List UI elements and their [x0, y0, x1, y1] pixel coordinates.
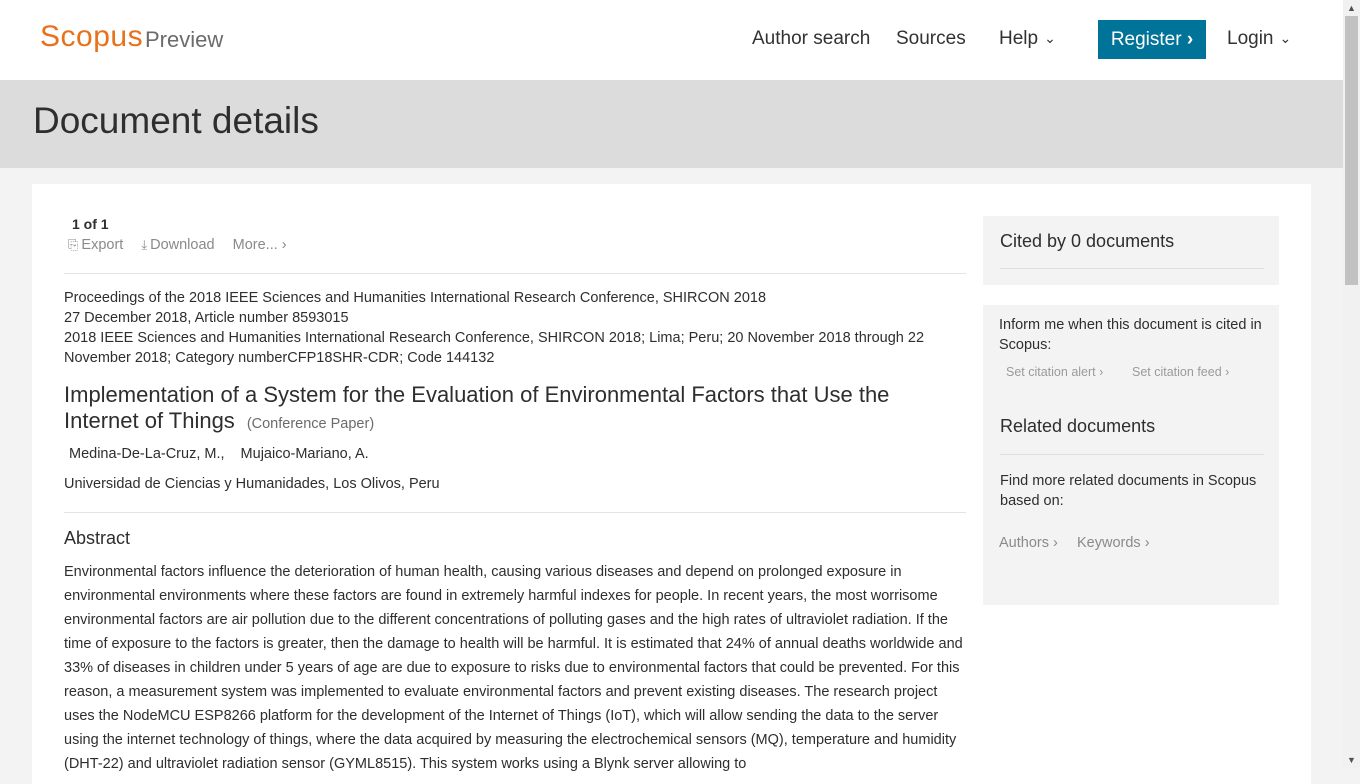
- source-date: 27 December 2018, Article number 8593015: [64, 310, 349, 326]
- related-text: Find more related documents in Scopus based on:: [1000, 473, 1257, 509]
- document-type: (Conference Paper): [246, 416, 375, 432]
- set-citation-alert-link[interactable]: [1006, 365, 1103, 379]
- divider: [64, 273, 966, 274]
- download-label: Download: [150, 237, 215, 253]
- author-link[interactable]: Mujaico-Mariano, A.: [240, 446, 369, 462]
- preview-label: Preview: [145, 27, 224, 52]
- related-panel: [983, 305, 1279, 605]
- download-icon: ⤓: [141, 237, 148, 252]
- document-title: [64, 382, 944, 437]
- document-toolbar: [68, 237, 301, 253]
- chevron-right-icon: ›: [1099, 365, 1104, 379]
- nav-help[interactable]: [999, 28, 1056, 50]
- source-info: [64, 288, 944, 368]
- abstract-text: Environmental factors influence the deterioration of human health, causing various diseases and depend on prolonged exposure in environmental environments where these factors are found in extremely harmful indexes for people. In recent years, the most worrisome environmental factors are air pollution due to the different concentrations of polluting gases and the high rates of ultraviolet radiation. If the time of exposure to the factors is greater, then the damage to health will be harmful. It is estimated that 24% of annual deaths worldwide and 33% of diseases in children under 5 years of age are due to exposure to risks due to environmental factors that could be prevented. For this reason, a measurement system was implemented to evaluate environmental factors and prevent existing diseases. The research project uses the NodeMCU ESP8266 platform for the development of the Internet of Things (IoT), which will allow sending the data to the server using the internet technology of things, where the data acquired by measuring the electrochemical sensors (MQ), temperature and humidity (DHT-22) and ultraviolet radiation sensor (GYML8515). This system works using a Blynk server allowing to: [64, 564, 963, 772]
- export-icon: ⎘: [68, 237, 79, 252]
- related-keywords-link[interactable]: [1077, 535, 1150, 551]
- title-band: [0, 80, 1343, 168]
- divider: [1000, 268, 1264, 269]
- divider: [64, 512, 966, 513]
- chevron-right-icon: ›: [281, 237, 287, 253]
- abstract-heading: Abstract: [64, 528, 131, 548]
- scrollbar-thumb[interactable]: [1345, 16, 1358, 285]
- more-button[interactable]: [233, 237, 287, 253]
- set-citation-feed-label: Set citation feed: [1132, 365, 1222, 379]
- nav-author-search[interactable]: Author search: [752, 28, 871, 49]
- chevron-right-icon: ›: [1186, 29, 1194, 50]
- page-title: Document details: [33, 100, 319, 141]
- divider: [1000, 454, 1264, 455]
- related-authors-label: Authors: [999, 535, 1049, 551]
- register-label: Register: [1110, 29, 1182, 50]
- author-link[interactable]: Medina-De-La-Cruz, M.,: [69, 446, 225, 462]
- set-citation-alert-label: Set citation alert: [1006, 365, 1096, 379]
- nav-help-label: Help: [999, 28, 1039, 49]
- scopus-logo[interactable]: Scopus: [40, 20, 144, 53]
- related-keywords-label: Keywords: [1077, 535, 1141, 551]
- related-authors-link[interactable]: [999, 535, 1058, 551]
- author-list: [69, 446, 381, 462]
- scroll-down-arrow-icon[interactable]: ▼: [1347, 755, 1356, 765]
- download-button[interactable]: [141, 237, 214, 253]
- affiliation: Universidad de Ciencias y Humanidades, Los Olivos, Peru: [64, 476, 440, 492]
- chevron-right-icon: ›: [1225, 365, 1230, 379]
- cited-by-panel: [983, 216, 1279, 285]
- set-citation-feed-link[interactable]: [1132, 365, 1229, 379]
- cited-by-heading: Cited by 0 documents: [1000, 231, 1175, 251]
- scroll-up-arrow-icon[interactable]: ▲: [1347, 3, 1356, 13]
- register-button[interactable]: [1098, 20, 1206, 59]
- inform-text: Inform me when this document is cited in Scopus:: [999, 317, 1262, 353]
- source-title[interactable]: Proceedings of the 2018 IEEE Sciences and Humanities International Research Conference, SHIRCON 2018: [64, 290, 767, 306]
- result-pager: 1 of 1: [72, 216, 109, 232]
- chevron-right-icon: ›: [1144, 535, 1150, 551]
- conference-info: 2018 IEEE Sciences and Humanities International Research Conference, SHIRCON 2018; Lima; Peru; 20 November 2018 through 22 November 2018; Category numberCFP18SHR-CDR; Code 144132: [64, 330, 925, 366]
- nav-login-label: Login: [1227, 28, 1274, 49]
- more-label: More...: [232, 237, 278, 253]
- related-documents-heading: Related documents: [1000, 416, 1156, 436]
- chevron-down-icon: ⌄: [1044, 30, 1056, 46]
- export-button[interactable]: [68, 237, 123, 253]
- chevron-right-icon: ›: [1053, 535, 1058, 551]
- top-nav-bar: [0, 0, 1343, 80]
- document-title-text: Implementation of a System for the Evaluation of Environmental Factors that Use the Internet of Things: [64, 382, 890, 433]
- nav-login[interactable]: [1227, 28, 1291, 50]
- nav-sources[interactable]: Sources: [896, 28, 966, 49]
- export-label: Export: [81, 237, 124, 253]
- chevron-down-icon: ⌄: [1279, 30, 1292, 46]
